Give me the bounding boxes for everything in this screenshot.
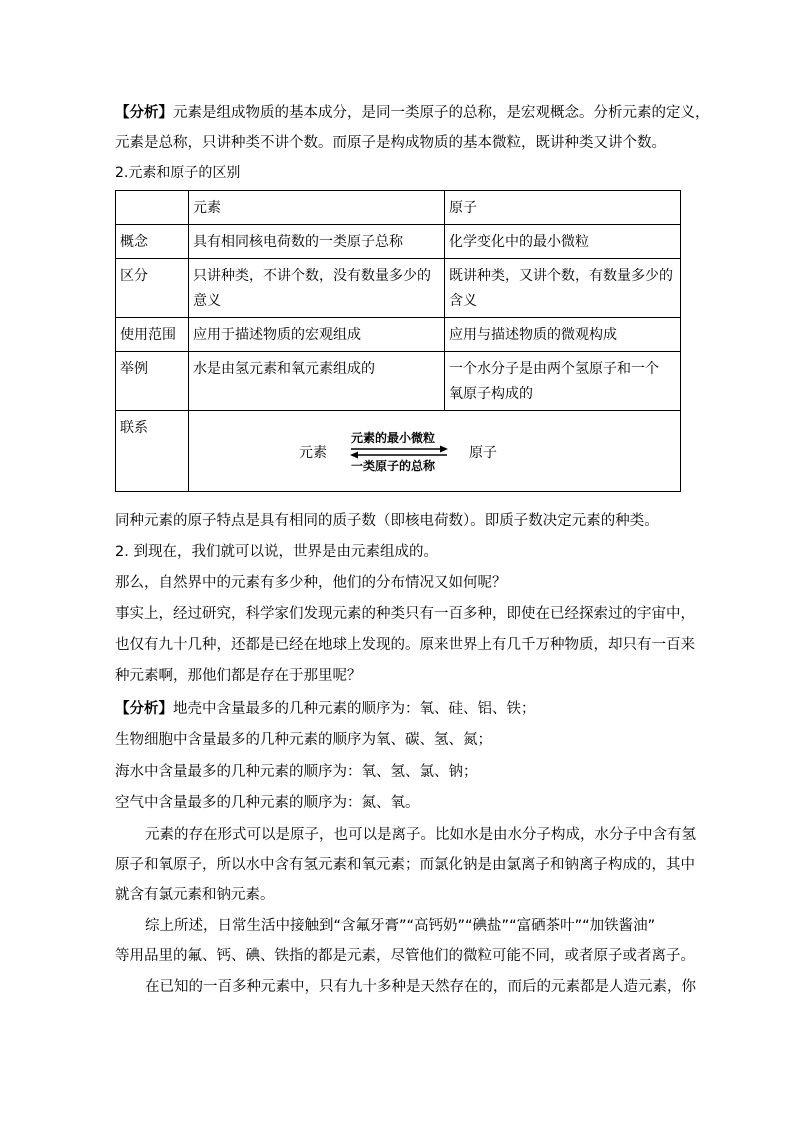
table-header-cell: 原子 [445,191,681,225]
row-label: 使用范围 [116,318,189,352]
row-label: 举例 [116,352,189,411]
comparison-table [115,190,681,492]
body-line: 生物细胞中含量最多的几种元素的顺序为氧、碳、氢、氮； [115,732,492,748]
body-line: 同种元素的原子特点是具有相同的质子数（即核电荷数）。即质子数决定元素的种类。 [115,513,659,529]
body-line: 就含有氯元素和钠元素。 [115,887,275,903]
arrow-top-label: 元素的最小微粒 [351,431,436,445]
body-line: 海水中含量最多的几种元素的顺序为：氧、氢、氯、钠； [115,764,478,780]
table-cell: 化学变化中的最小微粒 [445,225,681,259]
body-line: 事实上，经过研究，科学家们发现元素的种类只有一百多种，即使在已经探索过的宇宙中， [115,606,695,622]
table-row [116,352,681,411]
table-header-cell [116,191,189,225]
table-cell: 水是由氢元素和氧元素组成的 [189,352,445,411]
table-cell: 应用于描述物质的宏观组成 [189,318,445,352]
analysis-paragraph-line-2: 元素是总称，只讲种类不讲个数。而原子是构成物质的基本微粒，既讲种类又讲个数。 [115,135,666,151]
row-label: 区分 [116,259,189,318]
table-row [116,318,681,352]
table-cell: 一个水分子是由两个氢原子和一个 氧原子构成的 [445,352,681,411]
body-line: 种元素啊，那他们都是存在于那里呢？ [115,668,362,684]
body-line: 空气中含量最多的几种元素的顺序为：氮、氧。 [115,795,420,811]
table-cell: 既讲种类，又讲个数，有数量多少的 含义 [445,259,681,318]
body-line: 也仅有九十几种，还都是已经在地球上发现的。原来世界上有几千万种物质，却只有一百来 [115,637,695,653]
analysis-line: 【分析】地壳中含量最多的几种元素的顺序为：氧、硅、铝、铁； [115,701,536,717]
body-line: 在已知的一百多种元素中，只有九十多种是天然存在的，而后的元素都是人造元素，你 [145,979,696,995]
analysis-tag: 【分析】 [115,105,173,121]
arrow-bottom-label: 一类原子的总称 [351,459,436,473]
table-row [116,259,681,318]
table-row-relation [116,411,681,492]
body-line: 那么，自然界中的元素有多少种，他们的分布情况又如何呢？ [115,575,507,591]
double-arrow-icon [349,444,449,460]
analysis-tag: 【分析】 [115,701,173,717]
body-line: 综上所述，日常生活中接触到“含氟牙膏”“高钙奶”“碘盐”“富硒茶叶”“加铁酱油” [145,918,656,934]
table-cell: 应用与描述物质的微观构成 [445,318,681,352]
body-line: 等用品里的氟、钙、碘、铁指的都是元素，尽管他们的微粒可能不同，或者原子或者离子。 [115,948,695,964]
bidirectional-arrow [349,431,449,476]
analysis-paragraph-line-1 [115,103,710,123]
analysis-text: 元素是组成物质的基本成分，是同一类原子的总称，是宏观概念。分析元素的定义， [173,105,710,121]
row-label: 概念 [116,225,189,259]
row-label: 联系 [116,411,189,492]
table-header-row [116,191,681,225]
body-line: 2. 到现在，我们就可以说，世界是由元素组成的。 [115,544,438,560]
relation-diagram [189,411,680,491]
table-cell: 具有相同核电荷数的一类原子总称 [189,225,445,259]
relation-cell [189,411,681,492]
section-heading: 2.元素和原子的区别 [115,165,241,181]
body-line: 元素的存在形式可以是原子，也可以是离子。比如水是由水分子构成，水分子中含有氢 [145,827,696,843]
table-cell: 只讲种类，不讲个数，没有数量多少的 意义 [189,259,445,318]
relation-left-term: 元素 [299,445,327,461]
table-row [116,225,681,259]
relation-right-term: 原子 [469,445,497,461]
body-line: 原子和氧原子，所以水中含有氢元素和氧元素；而氯化钠是由氯离子和钠离子构成的，其中 [115,857,695,873]
table-header-cell: 元素 [189,191,445,225]
